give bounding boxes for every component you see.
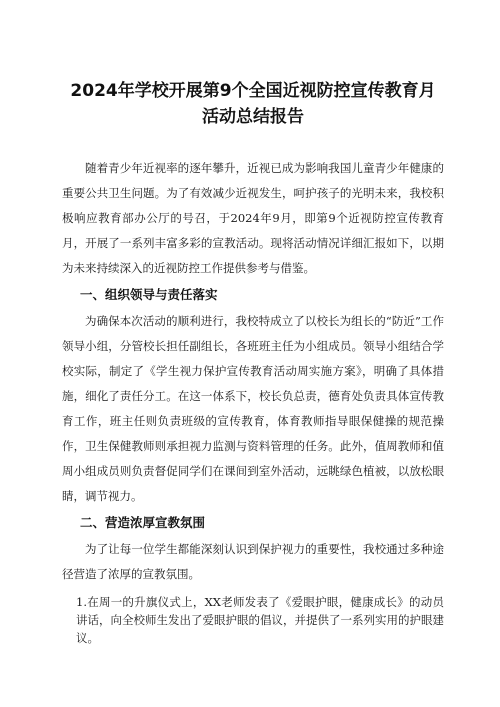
section-1-paragraph: 为确保本次活动的顺利进行，我校特成立了以校长为组长的“防近”工作领导小组，分管校长担任副组长，各班班主任为小组成员。领导小组结合学校实际，制定了《学生视力保护宣传教育活动周实施方案》，明确了具体措施，细化了责任分工。在这一体系下，校长负总责，德育处负责具体宣传教育工作，班主任则负责班级的宣传教育，体育教师指导眼保健操的规范操作，卫生保健教师则承担视力监测与资料管理的任务。此外，值周教师和值周小组成员则负责督促同学们在课间到室外活动，远眺绿色植被，以放松眼睛，调节视力。 [62,314,444,503]
list-item-1: 1.在周一的升旗仪式上，XX老师发表了《爱眼护眼，健康成长》的动员讲话，向全校师生发出了爱眼护眼的倡议，并提供了一系列实用的护眼建议。 [76,595,444,645]
section-2-paragraph: 为了让每一位学生都能深刻认识到保护视力的重要性，我校通过多种途径营造了浓厚的宣教氛围。 [62,542,444,581]
title-line-1: 2024年学校开展第9个全国近视防控宣传教育月 [70,81,436,101]
document-title [62,78,444,130]
intro-paragraph: 随着青少年近视率的逐年攀升，近视已成为影响我国儿童青少年健康的重要公共卫生问题。为了有效减少近视发生，呵护孩子的光明未来，我校积极响应教育部办公厅的号召，于2024年9月，即第9个近视防控宣传教育月，开展了一系列丰富多彩的宣教活动。现将活动情况详细汇报如下，以期为未来持续深入的近视防控工作提供参考与借鉴。 [62,161,444,275]
section-2-heading: 二、营造浓厚宣教氛围 [80,515,206,530]
title-line-2: 活动总结报告 [202,107,304,127]
section-1-heading: 一、组织领导与责任落实 [80,287,218,302]
